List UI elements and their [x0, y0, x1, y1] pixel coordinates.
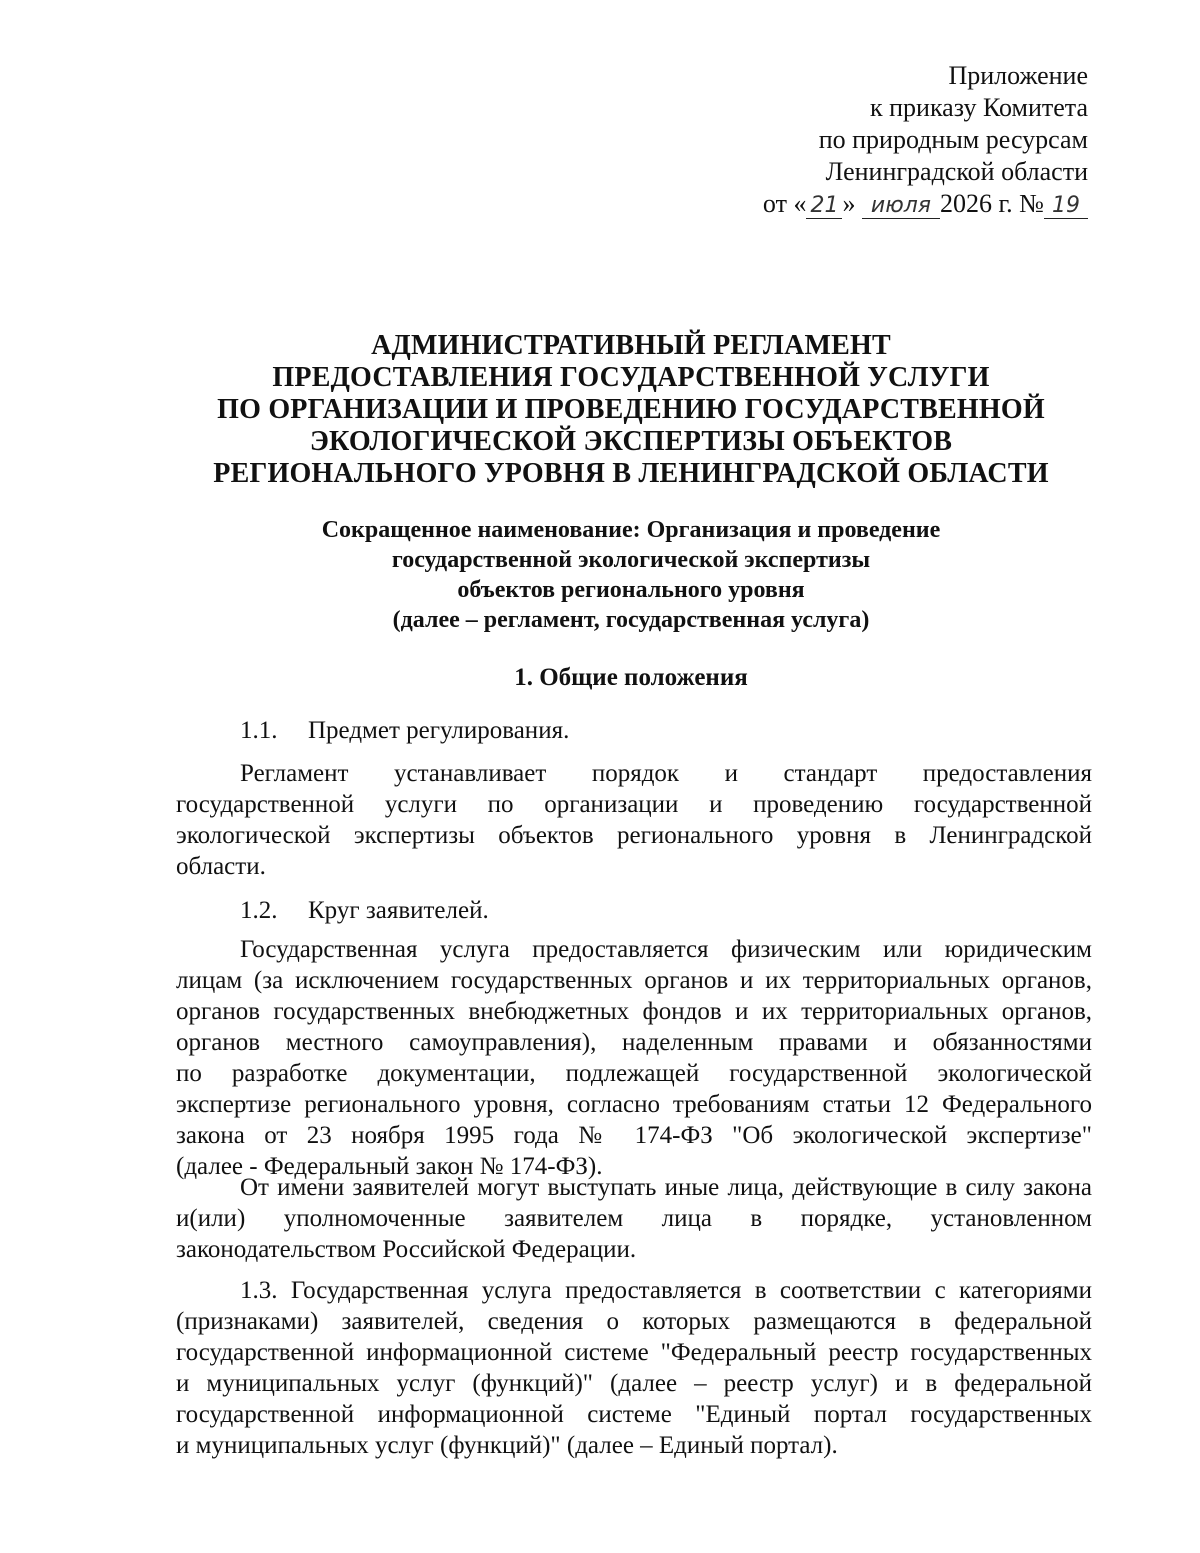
short-name-line-4: (далее – регламент, государственная услуга): [392, 607, 870, 633]
handwritten-day: 21: [806, 194, 842, 219]
title-line-5: РЕГИОНАЛЬНОГО УРОВНЯ В ЛЕНИНГРАДСКОЙ ОБЛАСТИ: [213, 458, 1049, 489]
paragraph-line: области.: [176, 853, 266, 880]
paragraph-line: государственной информационной системе "Единый портал государственных: [176, 1401, 1092, 1428]
paragraph-line: государственной услуги по организации и проведению государственной: [176, 791, 1092, 818]
short-name-line-1: Сокращенное наименование: Организация и проведение: [321, 517, 941, 543]
document-title: [0, 330, 1200, 490]
paragraph-line: лицам (за исключением государственных органов и их территориальных органов,: [176, 967, 1092, 994]
short-name-line-2: государственной экологической экспертизы: [391, 547, 871, 573]
paragraph-line: органов местного самоуправления), наделенным правами и обязанностями: [176, 1029, 1092, 1056]
paragraph-line: экспертизе регионального уровня, согласно требованиям статьи 12 Федерального: [176, 1091, 1092, 1118]
header-line-2: к приказу Комитета: [869, 93, 1088, 122]
title-line-2: ПРЕДОСТАВЛЕНИЯ ГОСУДАРСТВЕННОЙ УСЛУГИ: [272, 362, 990, 393]
paragraph-line: 1.3. Государственная услуга предоставляется в соответствии с категориями: [240, 1277, 1092, 1304]
paragraph-line: От имени заявителей могут выступать иные лица, действующие в силу закона: [240, 1174, 1092, 1201]
paragraph-line: Государственная услуга предоставляется физическим или юридическим: [240, 936, 1092, 963]
paragraph-line: Регламент устанавливает порядок и стандарт предоставления: [240, 760, 1092, 787]
date-year: 2026 г. №: [939, 189, 1044, 218]
title-line-3: ПО ОРГАНИЗАЦИИ И ПРОВЕДЕНИЮ ГОСУДАРСТВЕННОЙ: [217, 394, 1045, 425]
item-1-2-heading: [240, 896, 489, 926]
header-line-3: по природным ресурсам: [818, 125, 1088, 154]
date-prefix: от «: [762, 189, 807, 218]
approval-header: [763, 60, 1088, 220]
section-heading: 1. Общие положения: [514, 664, 748, 691]
item-title: Круг заявителей.: [308, 897, 489, 924]
item-number: 1.2.: [240, 897, 278, 924]
handwritten-order-number: 19: [1044, 194, 1088, 219]
item-number: 1.1.: [240, 717, 278, 744]
short-name-line-3: объектов регионального уровня: [457, 577, 805, 603]
header-line-1: Приложение: [948, 61, 1088, 90]
header-date-line: [763, 188, 1088, 220]
paragraph-line: (далее - Федеральный закон № 174-ФЗ).: [176, 1153, 603, 1180]
header-line-4: Ленинградской области: [825, 157, 1088, 186]
paragraph-line: экологической экспертизы объектов регионального уровня в Ленинградской: [176, 822, 1092, 849]
paragraph-line: органов государственных внебюджетных фондов и их территориальных органов,: [176, 998, 1092, 1025]
paragraph-1-1: [176, 758, 1092, 882]
paragraph-line: и муниципальных услуг (функций)" (далее – Единый портал).: [176, 1432, 838, 1459]
short-name-block: [0, 515, 1200, 635]
paragraph-1-2-a: [176, 934, 1092, 1182]
handwritten-month: июля: [862, 194, 940, 219]
paragraph-1-3: [176, 1275, 1092, 1461]
paragraph-line: закона от 23 ноября 1995 года № 174-ФЗ "Об экологической экспертизе": [176, 1122, 1092, 1149]
paragraph-line: и(или) уполномоченные заявителем лица в порядке, установленном: [176, 1205, 1092, 1232]
paragraph-line: и муниципальных услуг (функций)" (далее – реестр услуг) и в федеральной: [176, 1370, 1092, 1397]
paragraph-line: (признаками) заявителей, сведения о которых размещаются в федеральной: [176, 1308, 1092, 1335]
paragraph-line: по разработке документации, подлежащей государственной экологической: [176, 1060, 1092, 1087]
paragraph-1-2-b: [176, 1172, 1092, 1265]
date-mid: »: [842, 189, 856, 218]
paragraph-line: законодательством Российской Федерации.: [176, 1236, 637, 1263]
item-1-1-heading: [240, 716, 569, 746]
item-title: Предмет регулирования.: [308, 717, 570, 744]
paragraph-line: государственной информационной системе "Федеральный реестр государственных: [176, 1339, 1092, 1366]
title-line-1: АДМИНИСТРАТИВНЫЙ РЕГЛАМЕНТ: [371, 330, 891, 361]
title-line-4: ЭКОЛОГИЧЕСКОЙ ЭКСПЕРТИЗЫ ОБЪЕКТОВ: [309, 426, 953, 457]
